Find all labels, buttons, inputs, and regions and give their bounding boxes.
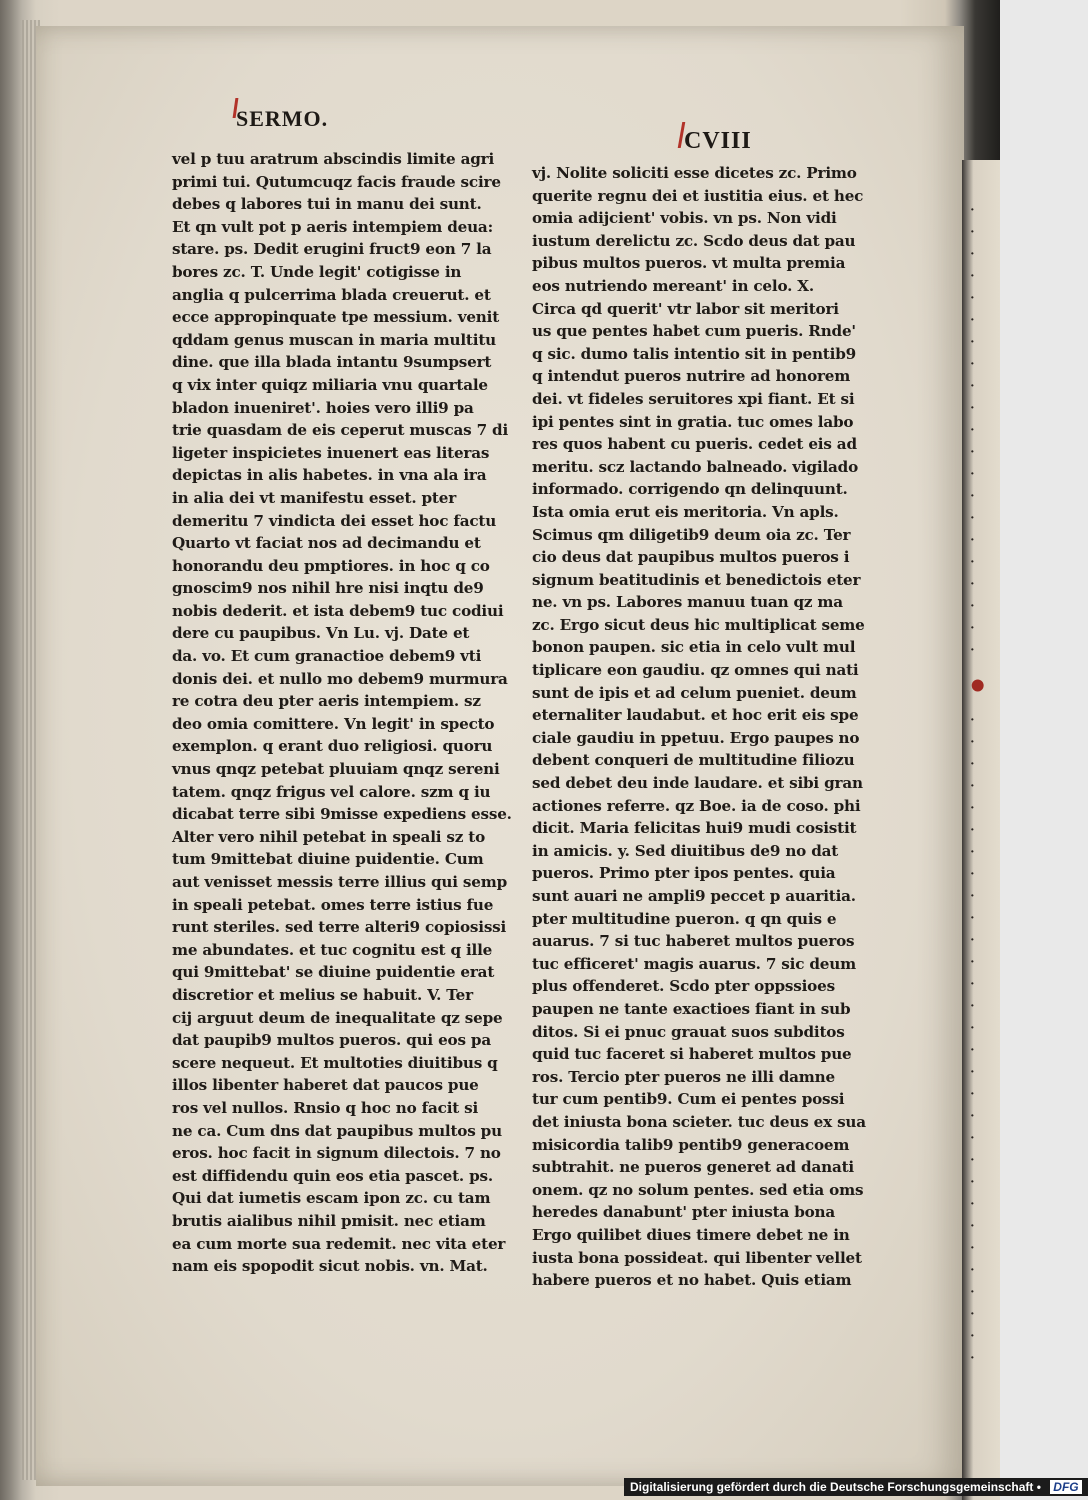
text-line: depictas in alis habetes. in vna ala ira [172, 466, 487, 485]
text-line: gnoscim9 nos nihil hre nisi inqtu de9 [172, 579, 484, 598]
facing-page-initial: • [970, 661, 986, 710]
text-line: Ergo quilibet diues timere debet ne in [532, 1225, 850, 1244]
text-line: ea cum morte sua redemit. nec vita eter [172, 1234, 506, 1253]
text-line: dei. vt fideles seruitores xpi fiant. Et si [532, 389, 855, 408]
text-line: onem. qz no solum pentes. sed etia oms [532, 1180, 864, 1199]
text-line: vel p tuu aratrum abscindis limite agri [172, 150, 495, 168]
text-line: actiones referre. qz Boe. ia de coso. phi [532, 796, 861, 815]
text-line: dine. que illa blada intantu 9sumpsert [172, 353, 492, 372]
text-line: ipi pentes sint in gratia. tuc omes labo [532, 412, 854, 431]
text-line: ciale gaudiu in ppetuu. Ergo paupes no [532, 728, 860, 747]
text-line: sunt de ipis et ad celum pueniet. deum [532, 683, 857, 702]
text-line: in alia dei vt manifestu esset. pter [172, 488, 457, 507]
text-line: aut venisset messis terre illius qui semp [172, 873, 508, 891]
text-line: meritu. scz lactando balneado. vigilado [532, 457, 859, 476]
text-line: anglia q pulcerrima blada creuerut. et [172, 285, 491, 304]
running-title [236, 106, 328, 132]
text-line: habere pueros et no habet. Quis etiam [532, 1271, 852, 1290]
text-line: bladon inueniret'. hoies vero illi9 pa [172, 398, 474, 417]
text-line: cij arguut deum de inequalitate qz sepe [172, 1008, 503, 1027]
text-line: eros. hoc facit in signum dilectois. 7 no [172, 1144, 501, 1163]
text-line: ecce appropinquate tpe messium. venit [172, 308, 500, 327]
text-column-right [532, 162, 866, 1292]
text-line: da. vo. Et cum granactioe debem9 vti [172, 647, 482, 666]
text-line: auarus. 7 si tuc haberet multos pueros [532, 932, 855, 951]
text-line: runt steriles. sed terre alteri9 copiosissi [172, 918, 507, 937]
text-line: re cotra deu pter aeris intempiem. sz [172, 692, 481, 711]
text-line: us que pentes habet cum pueris. Rnde' [532, 322, 856, 341]
text-line: q sic. dumo talis intentio sit in pentib9 [532, 344, 856, 363]
text-line: omia adijcient' vobis. vn ps. Non vidi [532, 209, 837, 228]
text-line: res quos habent cu pueris. cedet eis ad [532, 435, 857, 454]
text-line: informado. corrigendo qn delinquunt. [532, 480, 848, 499]
text-line: det iniusta bona scieter. tuc deus ex sua [532, 1112, 866, 1131]
digitization-credit [624, 1478, 1088, 1496]
text-line: demeritu 7 vindicta dei esset hoc factu [172, 511, 497, 530]
text-line: signum beatitudinis et benedictois eter [532, 570, 861, 589]
text-line: brutis aialibus nihil pmisit. nec etiam [172, 1211, 486, 1230]
text-line: quid tuc faceret si haberet multos pue [532, 1045, 852, 1064]
text-line: primi tui. Qutumcuqz facis fraude scire [172, 172, 501, 191]
text-line: tiplicare eon gaudiu. qz omnes qui nati [532, 661, 859, 680]
facing-page-edge [962, 160, 1000, 1500]
text-line: bonon paupen. sic etia in celo vult mul [532, 638, 856, 657]
text-line: q vix inter quiqz miliaria vnu quartale [172, 375, 488, 394]
text-line: eos nutriendo mereant' in celo. X. [532, 276, 814, 295]
text-line: subtrahit. ne pueros generet ad danati [532, 1158, 854, 1177]
text-line: bores zc. T. Unde legit' cotigisse in [172, 262, 462, 281]
text-line: exemplon. q erant duo religiosi. quoru [172, 737, 493, 756]
text-line: Et qn vult pot p aeris intempiem deua: [172, 217, 493, 236]
text-line: ne ca. Cum dns dat paupibus multos pu [172, 1121, 502, 1140]
text-line: dere cu paupibus. Vn Lu. vj. Date et [172, 624, 470, 643]
text-line: tatem. qnqz frigus vel calore. szm q iu [172, 782, 491, 801]
credit-text: Digitalisierung gefördert durch die Deutsche Forschungsgemeinschaft • [630, 1480, 1041, 1494]
text-line: ligeter inspicietes inuenert eas literas [172, 443, 490, 462]
text-line: Quarto vt faciat nos ad decimandu et [172, 534, 481, 553]
facing-page-fragment: · · · · · · · · · · · · · · · · · · · · · • · · · · · · · · · · · · · · · · · · · · · · · · · · · · · · [970, 203, 986, 1366]
text-line: ros. Tercio pter pueros ne illi damne [532, 1067, 835, 1086]
text-line: trie quasdam de eis ceperut muscas 7 di [172, 421, 509, 440]
text-line: in amicis. y. Sed diuitibus de9 no dat [532, 841, 839, 860]
text-line: ditos. Si ei pnuc grauat suos subditos [532, 1022, 845, 1041]
text-line: qddam genus muscan in maria multitu [172, 330, 496, 349]
text-line: nam eis spopodit sicut nobis. vn. Mat. [172, 1257, 488, 1276]
text-line: stare. ps. Dedit erugini fruct9 eon 7 la [172, 240, 492, 259]
text-line: dat paupib9 multos pueros. qui eos pa [172, 1031, 491, 1050]
text-line: dicit. Maria felicitas hui9 mudi cosistit [532, 819, 857, 838]
text-line: dicabat terre sibi 9misse expediens esse. [172, 805, 512, 824]
text-line: est diffidendu quin eos etia pascet. ps. [172, 1166, 493, 1185]
text-line: sed debet deu inde laudare. et sibi gran [532, 774, 863, 793]
text-column-left [172, 148, 512, 1278]
text-line: Alter vero nihil petebat in speali sz to [172, 827, 486, 846]
text-line: deo omia comittere. Vn legit' in specto [172, 714, 495, 733]
text-line: ros vel nullos. Rnsio q hoc no facit si [172, 1098, 479, 1117]
folio-number-text: CVIII [684, 128, 752, 154]
text-line: pibus multos pueros. vt multa premia [532, 254, 846, 273]
text-line: in speali petebat. omes terre istius fue [172, 895, 494, 914]
text-line: debes q labores tui in manu dei sunt. [172, 195, 482, 214]
text-line: Qui dat iumetis escam ipon zc. cu tam [172, 1189, 491, 1208]
text-line: vj. Nolite soliciti esse dicetes zc. Primo [532, 164, 857, 182]
text-line: debent conqueri de multitudine filiozu [532, 751, 855, 770]
text-line: me abundates. et tuc cognitu est q ille [172, 940, 493, 959]
text-line: tum 9mittebat diuine puidentie. Cum [172, 850, 484, 869]
text-line: discretior et melius se habuit. V. Ter [172, 985, 473, 1004]
text-line: eternaliter laudabut. et hoc erit eis spe [532, 706, 859, 725]
text-line: Scimus qm diligetib9 deum oia zc. Ter [532, 525, 851, 544]
text-line: tuc efficeret' magis auarus. 7 sic deum [532, 954, 856, 973]
text-line: tur cum pentib9. Cum ei pentes possi [532, 1090, 845, 1109]
text-line: misicordia talib9 pentib9 generacoem [532, 1135, 850, 1154]
text-line: iustum derelictu zc. Scdo deus dat pau [532, 231, 856, 250]
text-line: iusta bona possideat. qui libenter vellet [532, 1248, 862, 1267]
text-line: sunt auari ne ampli9 peccet p auaritia. [532, 887, 856, 905]
text-line: zc. Ergo sicut deus hic multiplicat seme [532, 615, 865, 634]
text-line: cio deus dat paupibus multos pueros i [532, 548, 850, 567]
text-line: Circa qd querit' vtr labor sit meritori [532, 299, 839, 318]
text-line: paupen ne tante exactioes fiant in sub [532, 999, 851, 1018]
running-title-text: SERMO. [236, 106, 329, 131]
folio-number [684, 128, 752, 155]
text-line: qui 9mittebat' se diuine puidentie erat [172, 963, 495, 982]
text-line: scere nequeut. Et multoties diuitibus q [172, 1053, 498, 1072]
text-line: querite regnu dei et iustitia eius. et hec [532, 186, 864, 205]
text-line: Ista omia erut eis meritoria. Vn apls. [532, 502, 839, 521]
text-line: vnus qnqz petebat pluuiam qnqz sereni [172, 760, 500, 779]
text-line: pueros. Primo pter ipos pentes. quia [532, 864, 836, 883]
text-line: honorandu deu pmptiores. in hoc q co [172, 556, 490, 575]
text-line: illos libenter haberet dat paucos pue [172, 1076, 479, 1095]
text-line: heredes danabunt' pter iniusta bona [532, 1203, 836, 1222]
text-line: plus offenderet. Scdo pter oppssioes [532, 977, 835, 996]
text-line: q intendut pueros nutrire ad honorem [532, 367, 851, 386]
text-line: pter multitudine pueron. q qn quis e [532, 909, 837, 928]
text-line: ne. vn ps. Labores manuu tuan qz ma [532, 593, 843, 612]
text-line: nobis dederit. et ista debem9 tuc codiui [172, 601, 504, 620]
text-line: donis dei. et nullo mo debem9 murmura [172, 669, 508, 688]
dfg-logo: DFG [1050, 1480, 1081, 1494]
